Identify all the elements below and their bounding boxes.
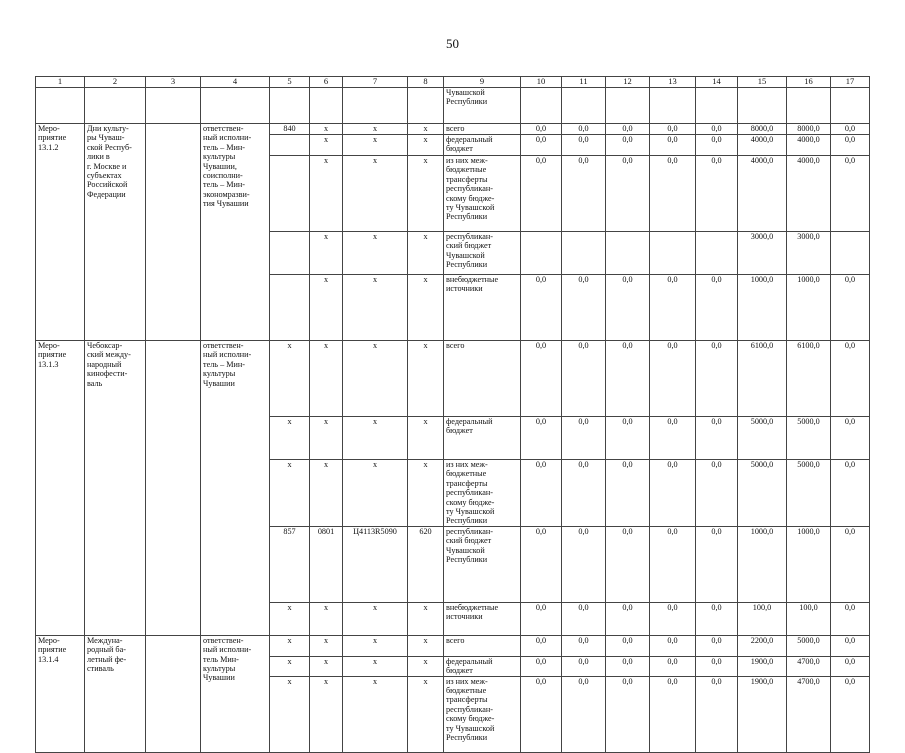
value-cell: 4700,0 (787, 676, 831, 752)
code-cell: х (408, 656, 444, 676)
code-cell: Ц4113R5090 (343, 526, 408, 602)
code-cell: 857 (270, 526, 310, 602)
funding-source: всего (444, 341, 521, 417)
value-cell: 0,0 (831, 656, 870, 676)
value-cell: 0,0 (562, 135, 606, 156)
value-cell: 3000,0 (787, 232, 831, 275)
measure-name: Меро- приятие 13.1.4 (36, 635, 85, 752)
code-cell: х (310, 460, 343, 527)
value-cell (650, 232, 696, 275)
value-cell: 0,0 (562, 526, 606, 602)
value-cell (562, 232, 606, 275)
code-cell: 0801 (310, 526, 343, 602)
value-cell: 0,0 (521, 676, 562, 752)
funding-source: всего (444, 124, 521, 135)
value-cell (606, 232, 650, 275)
value-cell: 0,0 (650, 341, 696, 417)
value-cell: 0,0 (521, 275, 562, 341)
code-cell (270, 135, 310, 156)
measures-body (36, 124, 870, 753)
value-cell: 0,0 (831, 602, 870, 635)
value-cell: 5000,0 (738, 417, 787, 460)
value-cell: 0,0 (521, 602, 562, 635)
code-cell: х (408, 135, 444, 156)
value-cell: 0,0 (650, 526, 696, 602)
column-header: 9 (444, 77, 521, 88)
column-header: 4 (201, 77, 270, 88)
value-cell: 0,0 (831, 417, 870, 460)
funding-source: федеральный бюджет (444, 417, 521, 460)
value-cell: 0,0 (562, 676, 606, 752)
table-row (36, 124, 870, 135)
measure-name: Меро- приятие 13.1.3 (36, 341, 85, 636)
measure-executor: ответствен- ный исполни- тель – Мин- культуры Чувашии, соисполни- тель – Мин- экономразви- тия Чувашии (201, 124, 270, 341)
value-cell: 0,0 (831, 460, 870, 527)
value-cell: 0,0 (831, 526, 870, 602)
code-cell (270, 275, 310, 341)
table-row (36, 635, 870, 656)
code-cell: х (408, 635, 444, 656)
value-cell: 0,0 (606, 341, 650, 417)
code-cell: х (408, 232, 444, 275)
value-cell: 0,0 (831, 635, 870, 656)
value-cell: 0,0 (521, 135, 562, 156)
value-cell (696, 232, 738, 275)
value-cell: 0,0 (521, 656, 562, 676)
value-cell (521, 232, 562, 275)
code-cell: х (310, 676, 343, 752)
value-cell: 0,0 (562, 460, 606, 527)
code-cell: х (408, 275, 444, 341)
column-number-row (36, 77, 870, 88)
measure-executor: ответствен- ный исполни- тель Мин- культуры Чувашии (201, 635, 270, 752)
value-cell: 0,0 (562, 417, 606, 460)
value-cell: 0,0 (606, 602, 650, 635)
value-cell: 0,0 (521, 635, 562, 656)
value-cell: 0,0 (831, 135, 870, 156)
code-cell: х (343, 460, 408, 527)
value-cell: 0,0 (606, 124, 650, 135)
value-cell: 4000,0 (787, 135, 831, 156)
value-cell: 0,0 (521, 417, 562, 460)
value-cell (831, 232, 870, 275)
value-cell: 6100,0 (787, 341, 831, 417)
code-cell: х (310, 135, 343, 156)
code-cell: х (343, 635, 408, 656)
code-cell: х (310, 417, 343, 460)
code-cell: х (310, 232, 343, 275)
funding-source: из них меж- бюджетные трансферты республикан- скому бюдже- ту Чувашской Республики (444, 676, 521, 752)
value-cell: 0,0 (521, 124, 562, 135)
empty-cell (146, 635, 201, 752)
measure-name: Меро- приятие 13.1.2 (36, 124, 85, 341)
value-cell: 0,0 (696, 460, 738, 527)
code-cell: х (343, 275, 408, 341)
code-cell: х (310, 656, 343, 676)
code-cell: х (310, 635, 343, 656)
code-cell: х (270, 656, 310, 676)
code-cell: х (408, 124, 444, 135)
column-header: 10 (521, 77, 562, 88)
column-header: 6 (310, 77, 343, 88)
value-cell: 5000,0 (738, 460, 787, 527)
column-header: 3 (146, 77, 201, 88)
value-cell: 0,0 (696, 635, 738, 656)
empty-cell (146, 124, 201, 341)
value-cell: 0,0 (650, 135, 696, 156)
page-number: 50 (446, 36, 459, 51)
code-cell: х (343, 341, 408, 417)
value-cell: 4000,0 (787, 156, 831, 232)
value-cell: 0,0 (650, 156, 696, 232)
value-cell: 0,0 (696, 656, 738, 676)
value-cell: 0,0 (650, 602, 696, 635)
value-cell: 0,0 (606, 526, 650, 602)
code-cell (270, 232, 310, 275)
value-cell: 0,0 (562, 275, 606, 341)
funding-source: федеральный бюджет (444, 135, 521, 156)
code-cell: х (270, 676, 310, 752)
value-cell: 0,0 (696, 124, 738, 135)
code-cell: х (310, 124, 343, 135)
column-header: 14 (696, 77, 738, 88)
value-cell: 0,0 (696, 676, 738, 752)
measure-executor: ответствен- ный исполни- тель – Мин- культуры Чувашии (201, 341, 270, 636)
code-cell: х (408, 341, 444, 417)
value-cell: 0,0 (650, 656, 696, 676)
funding-source: из них меж- бюджетные трансферты республикан- скому бюдже- ту Чувашской Республики (444, 460, 521, 527)
column-header: 7 (343, 77, 408, 88)
code-cell: х (408, 676, 444, 752)
value-cell: 0,0 (606, 656, 650, 676)
value-cell: 1000,0 (738, 275, 787, 341)
column-header: 2 (85, 77, 146, 88)
code-cell: х (310, 602, 343, 635)
funding-source: республикан- ский бюджет Чувашской Республики (444, 526, 521, 602)
funding-source: Чувашской Республики (444, 88, 521, 124)
column-header: 8 (408, 77, 444, 88)
column-header: 5 (270, 77, 310, 88)
value-cell: 0,0 (521, 341, 562, 417)
value-cell: 0,0 (521, 156, 562, 232)
code-cell: х (343, 156, 408, 232)
value-cell: 5000,0 (787, 635, 831, 656)
value-cell: 8000,0 (787, 124, 831, 135)
code-cell: х (408, 156, 444, 232)
code-cell: х (408, 460, 444, 527)
value-cell: 0,0 (696, 275, 738, 341)
column-header: 1 (36, 77, 85, 88)
value-cell: 0,0 (562, 341, 606, 417)
value-cell: 0,0 (831, 275, 870, 341)
table-row (36, 341, 870, 417)
value-cell: 0,0 (606, 275, 650, 341)
code-cell: х (343, 124, 408, 135)
value-cell: 0,0 (831, 341, 870, 417)
value-cell: 1900,0 (738, 656, 787, 676)
funding-source: республикан- ский бюджет Чувашской Республики (444, 232, 521, 275)
code-cell: х (408, 602, 444, 635)
value-cell: 100,0 (787, 602, 831, 635)
value-cell: 1000,0 (738, 526, 787, 602)
value-cell: 100,0 (738, 602, 787, 635)
measure-title: Дни культу- ры Чуваш- ской Респуб- лики в г. Москве и субъектах Российской Федерации (85, 124, 146, 341)
value-cell: 0,0 (562, 124, 606, 135)
funding-source: внебюджетные источники (444, 275, 521, 341)
value-cell: 5000,0 (787, 417, 831, 460)
value-cell: 0,0 (606, 460, 650, 527)
value-cell: 8000,0 (738, 124, 787, 135)
measure-title: Чебоксар- ский между- народный кинофести- валь (85, 341, 146, 636)
code-cell: х (343, 602, 408, 635)
code-cell: х (343, 676, 408, 752)
value-cell: 4700,0 (787, 656, 831, 676)
value-cell: 4000,0 (738, 135, 787, 156)
value-cell: 0,0 (562, 656, 606, 676)
code-cell: х (343, 135, 408, 156)
value-cell: 1000,0 (787, 526, 831, 602)
value-cell: 0,0 (650, 417, 696, 460)
value-cell: 0,0 (696, 526, 738, 602)
value-cell: 0,0 (696, 602, 738, 635)
value-cell: 0,0 (606, 156, 650, 232)
code-cell: х (270, 602, 310, 635)
code-cell: х (310, 341, 343, 417)
value-cell: 0,0 (650, 460, 696, 527)
code-cell: х (343, 232, 408, 275)
measure-title: Междуна- родный ба- летный фе- стиваль (85, 635, 146, 752)
code-cell: х (270, 417, 310, 460)
value-cell: 0,0 (650, 124, 696, 135)
value-cell: 0,0 (831, 676, 870, 752)
value-cell: 0,0 (650, 676, 696, 752)
value-cell: 5000,0 (787, 460, 831, 527)
code-cell: х (343, 417, 408, 460)
funding-source: из них меж- бюджетные трансферты республикан- скому бюдже- ту Чувашской Республики (444, 156, 521, 232)
budget-table (35, 76, 870, 753)
column-header: 15 (738, 77, 787, 88)
funding-source: внебюджетные источники (444, 602, 521, 635)
value-cell: 3000,0 (738, 232, 787, 275)
value-cell: 0,0 (521, 526, 562, 602)
column-header: 12 (606, 77, 650, 88)
value-cell: 0,0 (696, 341, 738, 417)
value-cell: 0,0 (650, 635, 696, 656)
code-cell: 840 (270, 124, 310, 135)
value-cell: 0,0 (562, 602, 606, 635)
value-cell: 2200,0 (738, 635, 787, 656)
value-cell: 0,0 (831, 156, 870, 232)
funding-source: всего (444, 635, 521, 656)
code-cell: х (310, 156, 343, 232)
value-cell: 0,0 (606, 417, 650, 460)
value-cell: 0,0 (696, 135, 738, 156)
value-cell: 0,0 (696, 417, 738, 460)
continuation-row (36, 88, 870, 124)
code-cell: х (310, 275, 343, 341)
column-header: 11 (562, 77, 606, 88)
column-header: 17 (831, 77, 870, 88)
code-cell: х (270, 635, 310, 656)
empty-cell (146, 341, 201, 636)
value-cell: 0,0 (650, 275, 696, 341)
column-header: 13 (650, 77, 696, 88)
value-cell: 0,0 (696, 156, 738, 232)
value-cell: 1000,0 (787, 275, 831, 341)
value-cell: 0,0 (606, 135, 650, 156)
value-cell: 4000,0 (738, 156, 787, 232)
code-cell: х (270, 460, 310, 527)
code-cell: х (270, 341, 310, 417)
column-header: 16 (787, 77, 831, 88)
value-cell: 0,0 (562, 156, 606, 232)
value-cell: 1900,0 (738, 676, 787, 752)
value-cell: 0,0 (606, 676, 650, 752)
code-cell: х (343, 656, 408, 676)
code-cell: 620 (408, 526, 444, 602)
value-cell: 0,0 (606, 635, 650, 656)
value-cell: 6100,0 (738, 341, 787, 417)
value-cell: 0,0 (831, 124, 870, 135)
value-cell: 0,0 (521, 460, 562, 527)
value-cell: 0,0 (562, 635, 606, 656)
code-cell: х (408, 417, 444, 460)
funding-source: федеральный бюджет (444, 656, 521, 676)
code-cell (270, 156, 310, 232)
